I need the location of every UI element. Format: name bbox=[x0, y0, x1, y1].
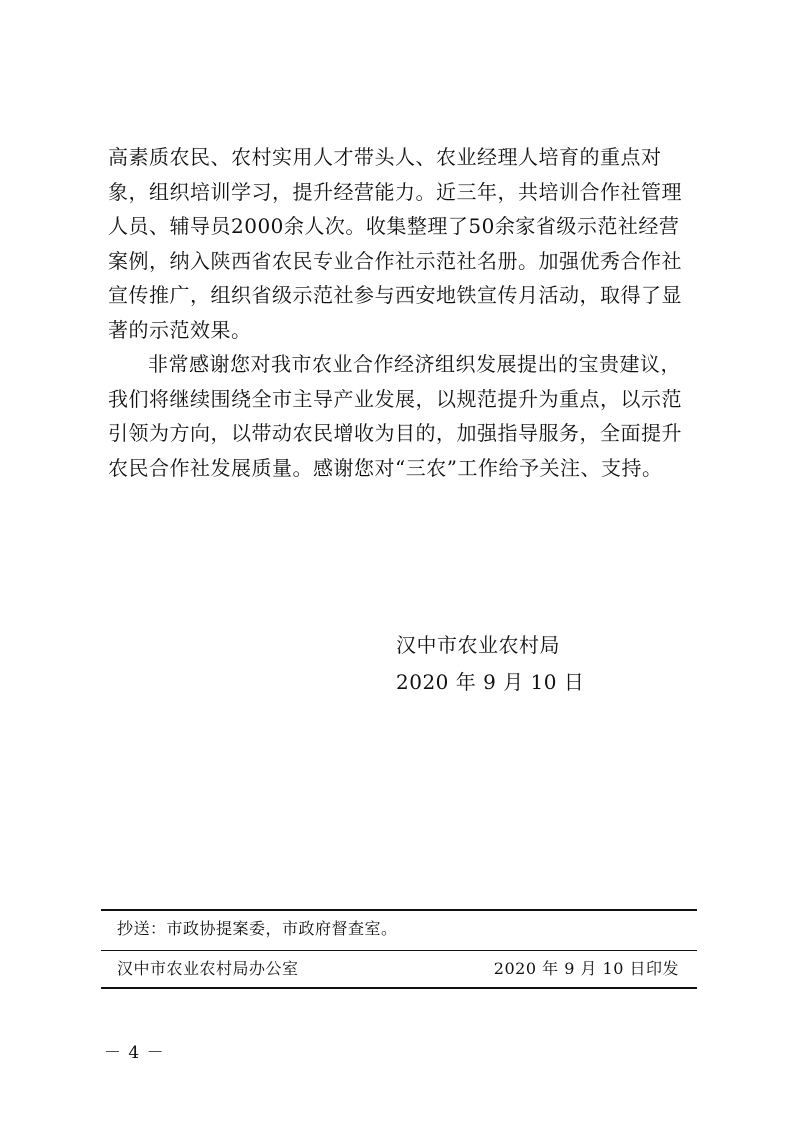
issuer-line bbox=[117, 957, 679, 981]
page-number: － 4 － bbox=[104, 1043, 165, 1063]
issuer-name: 汉中市农业农村局办公室 bbox=[117, 959, 299, 978]
signature-date: 2020 年 9 月 10 日 bbox=[396, 670, 585, 694]
signature-org: 汉中市农业农村局 bbox=[396, 633, 560, 657]
document-body bbox=[108, 140, 693, 485]
body-paragraph-2: 非常感谢您对我市农业合作经济组织发展提出的宝贵建议，我们将继续围绕全市主导产业发展，以规范提升为重点，以示范引领为方向，以带动农民增收为目的，加强指导服务，全面提升农民合作社发展质量。感谢您对“三农”工作给予关注、支持。 bbox=[108, 352, 682, 480]
footer-bottom-rule bbox=[101, 987, 697, 989]
footer-middle-rule bbox=[101, 950, 697, 951]
cc-line: 抄送：市政协提案委，市政府督查室。 bbox=[117, 919, 398, 938]
footer-top-rule bbox=[101, 909, 697, 911]
issue-date: 2020 年 9 月 10 日印发 bbox=[493, 959, 679, 978]
body-paragraph-1: 高素质农民、农村实用人才带头人、农业经理人培育的重点对象，组织培训学习，提升经营能力。近三年，共培训合作社管理人员、辅导员2000余人次。收集整理了50余家省级示范社经营案例，纳入陕西省农民专业合作社示范社名册。加强优秀合作社宣传推广，组织省级示范社参与西安地铁宣传月活动，取得了显著的示范效果。 bbox=[108, 145, 682, 342]
signature-block bbox=[396, 627, 584, 701]
